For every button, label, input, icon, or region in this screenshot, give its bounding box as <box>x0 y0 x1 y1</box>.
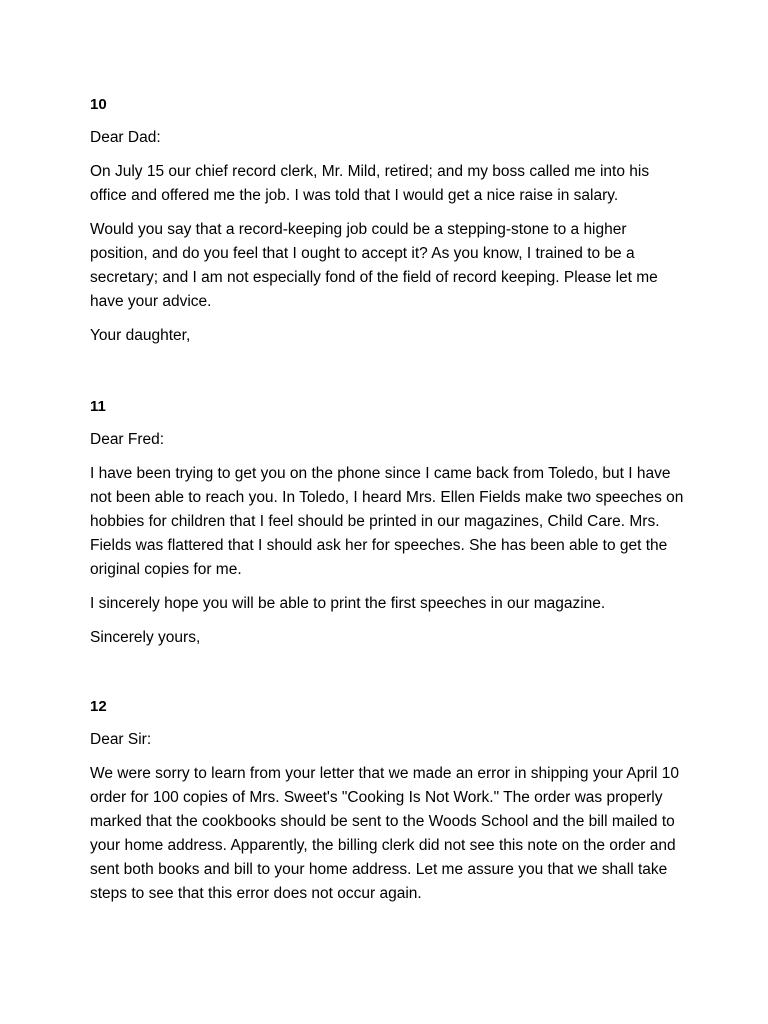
body-paragraph: We were sorry to learn from your letter that we made an error in shipping your April 10 order for 100 copies of Mrs. Sweet's "Cooking Is Not Work." The order was properly marked that the cookbooks should be sent to the Woods School and the bill mailed to your home address. Apparently, the billing clerk did not see this note on the order and sent both books and bill to your home address. Let me assure you that we shall take steps to see that this error does not occur again. <box>90 765 679 902</box>
document-page <box>90 95 685 916</box>
letter-number: 10 <box>90 96 107 113</box>
salutation: Dear Dad: <box>90 129 161 146</box>
body-paragraph: I have been trying to get you on the phone since I came back from Toledo, but I have not been able to reach you. In Toledo, I heard Mrs. Ellen Fields make two speeches on hobbies for children that I feel should be printed in our magazines, Child Care. Mrs. Fields was flattered that I should ask her for speeches. She has been able to get the original copies for me. <box>90 465 684 578</box>
salutation: Dear Sir: <box>90 731 152 748</box>
closing: Sincerely yours, <box>90 629 201 646</box>
salutation: Dear Fred: <box>90 431 165 448</box>
body-paragraph: I sincerely hope you will be able to print the first speeches in our magazine. <box>90 595 606 612</box>
letter-12 <box>90 697 685 906</box>
closing: Your daughter, <box>90 327 191 344</box>
letter-10 <box>90 95 685 397</box>
letter-number: 12 <box>90 698 107 715</box>
letter-11 <box>90 397 685 697</box>
body-paragraph: On July 15 our chief record clerk, Mr. Mild, retired; and my boss called me into his office and offered me the job. I was told that I would get a nice raise in salary. <box>90 163 650 204</box>
letter-number: 11 <box>90 398 106 415</box>
body-paragraph: Would you say that a record-keeping job could be a stepping-stone to a higher position, and do you feel that I ought to accept it? As you know, I trained to be a secretary; and I am not especially fond of the field of record keeping. Please let me have your advice. <box>90 221 658 310</box>
